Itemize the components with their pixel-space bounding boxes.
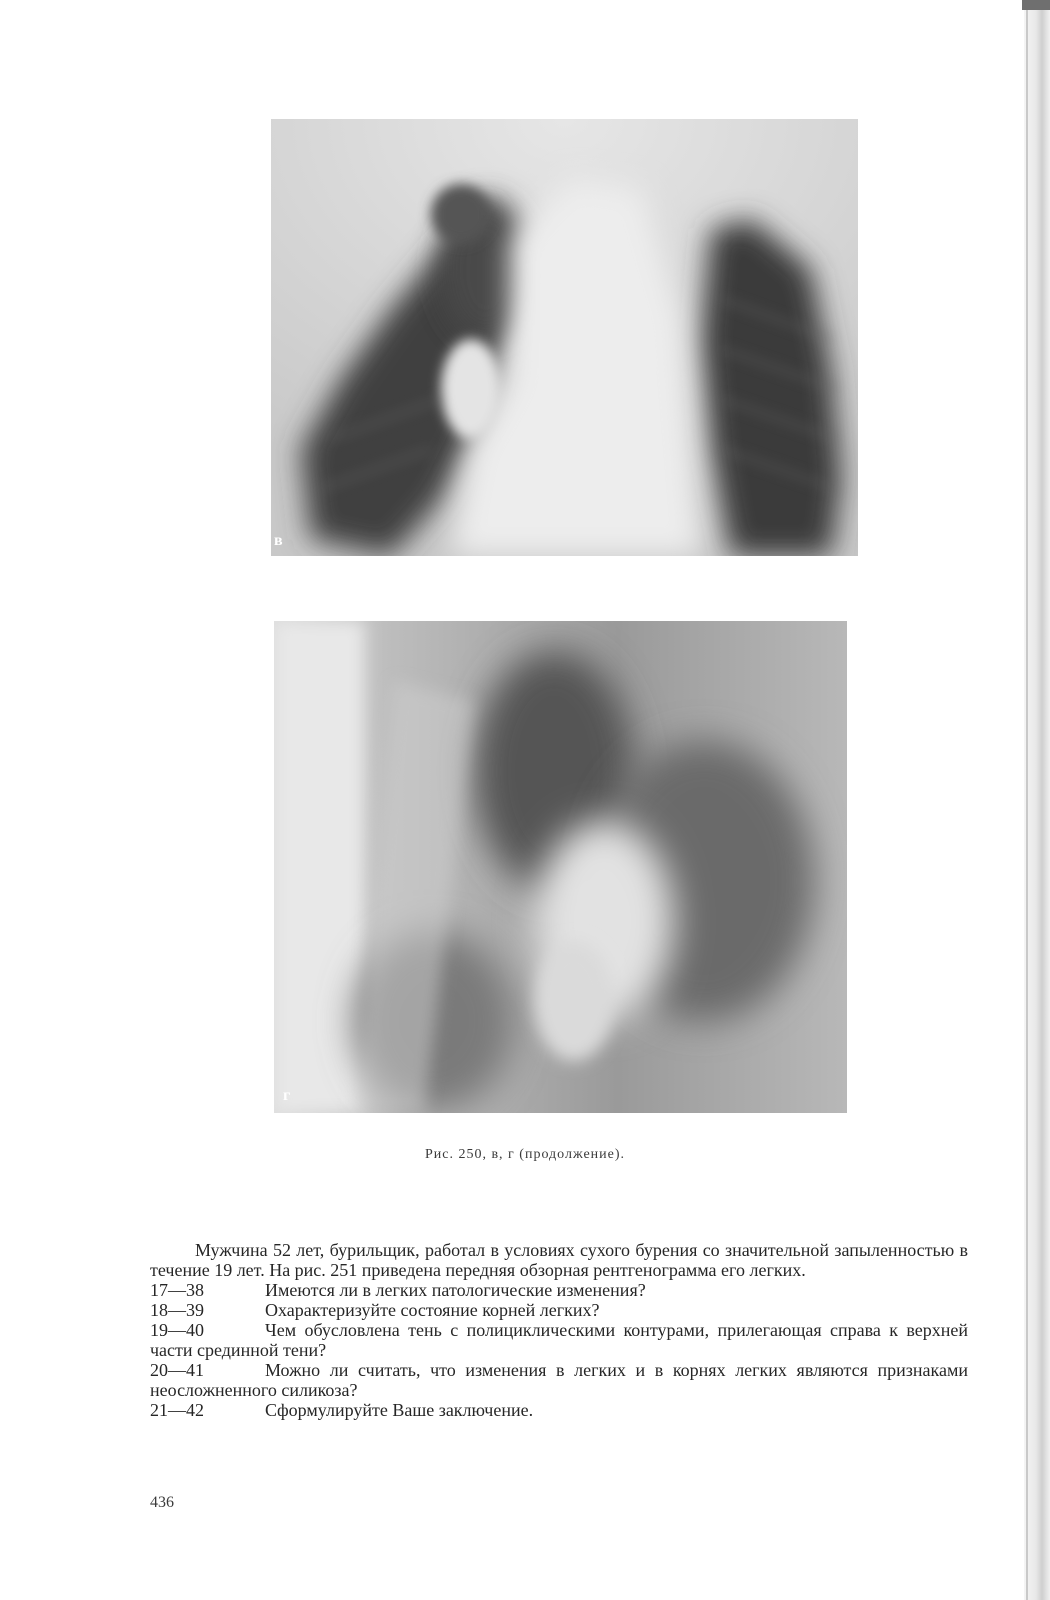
page-number: 436 [150, 1494, 174, 1511]
question-number: 18—39 [150, 1300, 204, 1320]
question-text: Сформулируйте Ваше заключение. [265, 1400, 534, 1420]
figure-caption: Рис. 250, в, г (продолжение). [424, 1147, 626, 1162]
question-number: 20—41 [150, 1360, 204, 1380]
scan-corner-mark [1022, 0, 1050, 10]
question-item [150, 1280, 968, 1300]
xray-image-v [271, 119, 858, 556]
question-text: Чем обусловлена тень с полициклическими контурами, прилегающая справа к верхней части срединной тени? [150, 1320, 968, 1360]
question-text: Охарактеризуйте состояние корней легких? [265, 1300, 600, 1320]
question-number: 17—38 [150, 1280, 204, 1300]
xray-image-g [274, 621, 847, 1113]
case-text [150, 1240, 968, 1420]
panel-letter-g: г [283, 1087, 291, 1104]
question-number: 19—40 [150, 1320, 204, 1340]
question-item [150, 1400, 968, 1420]
question-item [150, 1320, 968, 1360]
question-text: Имеются ли в легких патологические изменения? [265, 1280, 646, 1300]
question-text: Можно ли считать, что изменения в легких и в корнях легких являются признаками неосложненного силикоза? [150, 1360, 968, 1400]
xray-g-drawing [274, 621, 847, 1113]
panel-letter-v: в [274, 532, 283, 549]
case-intro: Мужчина 52 лет, бурильщик, работал в условиях сухого бурения со значительной запыленностью в течение 19 лет. На рис. 251 приведена передняя обзорная рентгенограмма его легких. [150, 1240, 968, 1280]
question-number: 21—42 [150, 1400, 204, 1420]
page-edge-shadow [1024, 0, 1050, 1600]
question-item [150, 1360, 968, 1400]
question-item [150, 1300, 968, 1320]
xray-v-drawing [271, 119, 858, 556]
